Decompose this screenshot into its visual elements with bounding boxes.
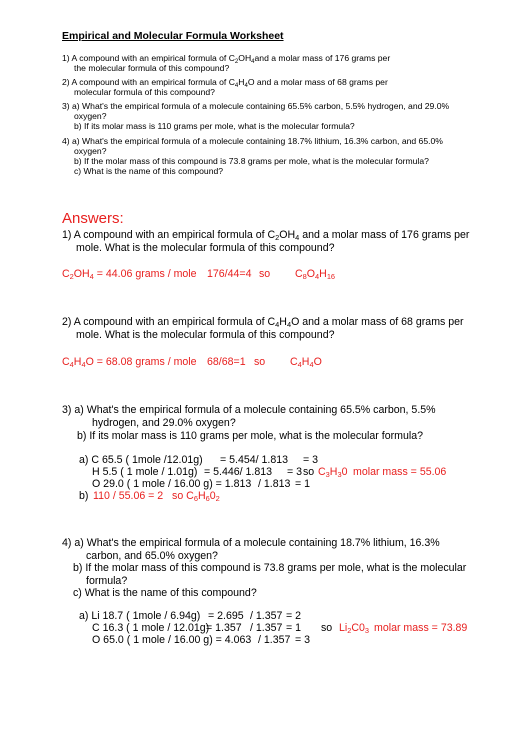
answer-3-question-a-cont: hydrogen, and 29.0% oxygen? — [92, 417, 236, 429]
answer-4-lithium-res: = 2 — [286, 610, 302, 622]
answer-3-oxygen-val: / 1.813 — [258, 478, 291, 490]
answer-4-so: so — [321, 622, 333, 634]
answer-4-question-b: b) If the molar mass of this compound is 73.8 grams per mole, what is the molecular — [73, 562, 467, 574]
answer-3-molar-mass: molar mass = 55.06 — [353, 466, 447, 478]
answer-4-carbon-res: = 1 — [286, 622, 302, 634]
answer-4-question-c: c) What is the name of this compound? — [73, 587, 257, 599]
answer-4-question-a: 4) a) What's the empirical formula of a molecule containing 18.7% lithium, 16.3% — [62, 537, 440, 549]
answer-3-b-label: b) — [79, 490, 89, 502]
answer-4-carbon-val: = 1.357 — [206, 622, 242, 634]
question-3a: 3) a) What's the empirical formula of a molecule containing 65.5% carbon, 5.5% hydrogen, and 29.0% — [62, 101, 450, 111]
answer-3-oxygen-res: = 1 — [295, 478, 311, 490]
question-4a: 4) a) What's the empirical formula of a molecule containing 18.7% lithium, 16.3% carbon, and 65.0% — [62, 136, 443, 146]
answer-3-carbon-res: = 3 — [303, 454, 319, 466]
answer-1-question: 1) A compound with an empirical formula of $C_2OH_4$ and a molar mass of 176 grams per — [62, 229, 470, 242]
answer-3-carbon-val: = 5.454/ 1.813 — [220, 454, 289, 466]
answer-4-carbon-div: / 1.357 — [250, 622, 283, 634]
answer-4-question-b-cont: formula? — [86, 575, 128, 587]
answer-2-ratio: 68/68=1 — [207, 356, 246, 368]
page-title: Empirical and Molecular Formula Worksheet — [62, 30, 284, 42]
answer-3-carbon: a) C 65.5 ( 1mole /12.01g) — [79, 454, 203, 466]
question-4c: c) What is the name of this compound? — [74, 166, 224, 176]
question-1: 1) A compound with an empirical formula of $C_2OH_4and$ a molar mass of 176 grams per — [62, 53, 391, 65]
answer-4-oxygen-res: = 3 — [295, 634, 311, 646]
answer-4-question-a-cont: carbon, and 65.0% oxygen? — [86, 550, 218, 562]
answer-1-so: so — [259, 268, 271, 280]
question-4a-cont: oxygen? — [74, 146, 107, 156]
answers-heading: Answers: — [62, 210, 124, 227]
answer-1-calc: $C_2OH_4 = 44.06$ grams / mole — [62, 268, 197, 281]
answer-2-so: so — [254, 356, 266, 368]
answer-3-oxygen: O 29.0 ( 1 mole / 16.00 g) = 1.813 — [92, 478, 252, 490]
question-3a-cont: oxygen? — [74, 111, 107, 121]
answer-3-hydrogen-res: = 3 — [287, 466, 303, 478]
answer-2-question: 2) A compound with an empirical formula of $C_4H_4O$ and a molar mass of 68 grams per — [62, 316, 464, 329]
answer-2-calc: $C_4H_4O = 68.08$ grams / mole — [62, 356, 197, 369]
question-4b: b) If the molar mass of this compound is 73.8 grams per mole, what is the molecular formula? — [74, 156, 429, 166]
answer-2-question-cont: mole. What is the molecular formula of this compound? — [76, 329, 335, 341]
answer-2-result: $C_4H_4O$ — [290, 356, 322, 369]
answer-4-lithium-val: = 2.695 — [208, 610, 244, 622]
answer-4-carbon: C 16.3 ( 1 mole / 12.01g) — [92, 622, 210, 634]
question-2-cont: molecular formula of this compound? — [74, 87, 215, 97]
answer-4-oxygen-div: / 1.357 — [258, 634, 291, 646]
answer-3-so: so — [303, 466, 315, 478]
answer-3-hydrogen: H 5.5 ( 1 mole / 1.01g) — [92, 466, 198, 478]
answer-3-question-b: b) If its molar mass is 110 grams per mole, what is the molecular formula? — [77, 430, 423, 442]
answer-3-hydrogen-val: = 5.446/ 1.813 — [204, 466, 273, 478]
answer-1-question-cont: mole. What is the molecular formula of this compound? — [76, 242, 335, 254]
answer-3-b-calc: 110 / 55.06 = 2 so $C_6H_60_2$ — [93, 490, 220, 503]
question-3b: b) If its molar mass is 110 grams per mole, what is the molecular formula? — [74, 121, 355, 131]
answer-1-ratio: 176/44=4 — [207, 268, 252, 280]
question-1-cont: the molecular formula of this compound? — [74, 63, 230, 73]
answer-4-empirical: $Li_2C0_3$ — [339, 622, 370, 635]
answer-4-oxygen: O 65.0 ( 1 mole / 16.00 g) = 4.063 — [92, 634, 252, 646]
answer-4-lithium-div: / 1.357 — [250, 610, 283, 622]
answer-4-lithium: a) Li 18.7 ( 1mole / 6.94g) — [79, 610, 201, 622]
question-2: 2) A compound with an empirical formula of $C_4H_4O$ and a molar mass of 68 grams per — [62, 77, 388, 89]
answer-3-question-a: 3) a) What's the empirical formula of a molecule containing 65.5% carbon, 5.5% — [62, 404, 436, 416]
answer-4-molar-mass: molar mass = 73.89 — [374, 622, 468, 634]
answer-3-empirical: $C_3H_30$ — [318, 466, 348, 479]
answer-1-result: $C_8O_4H_{16}$ — [295, 268, 336, 281]
